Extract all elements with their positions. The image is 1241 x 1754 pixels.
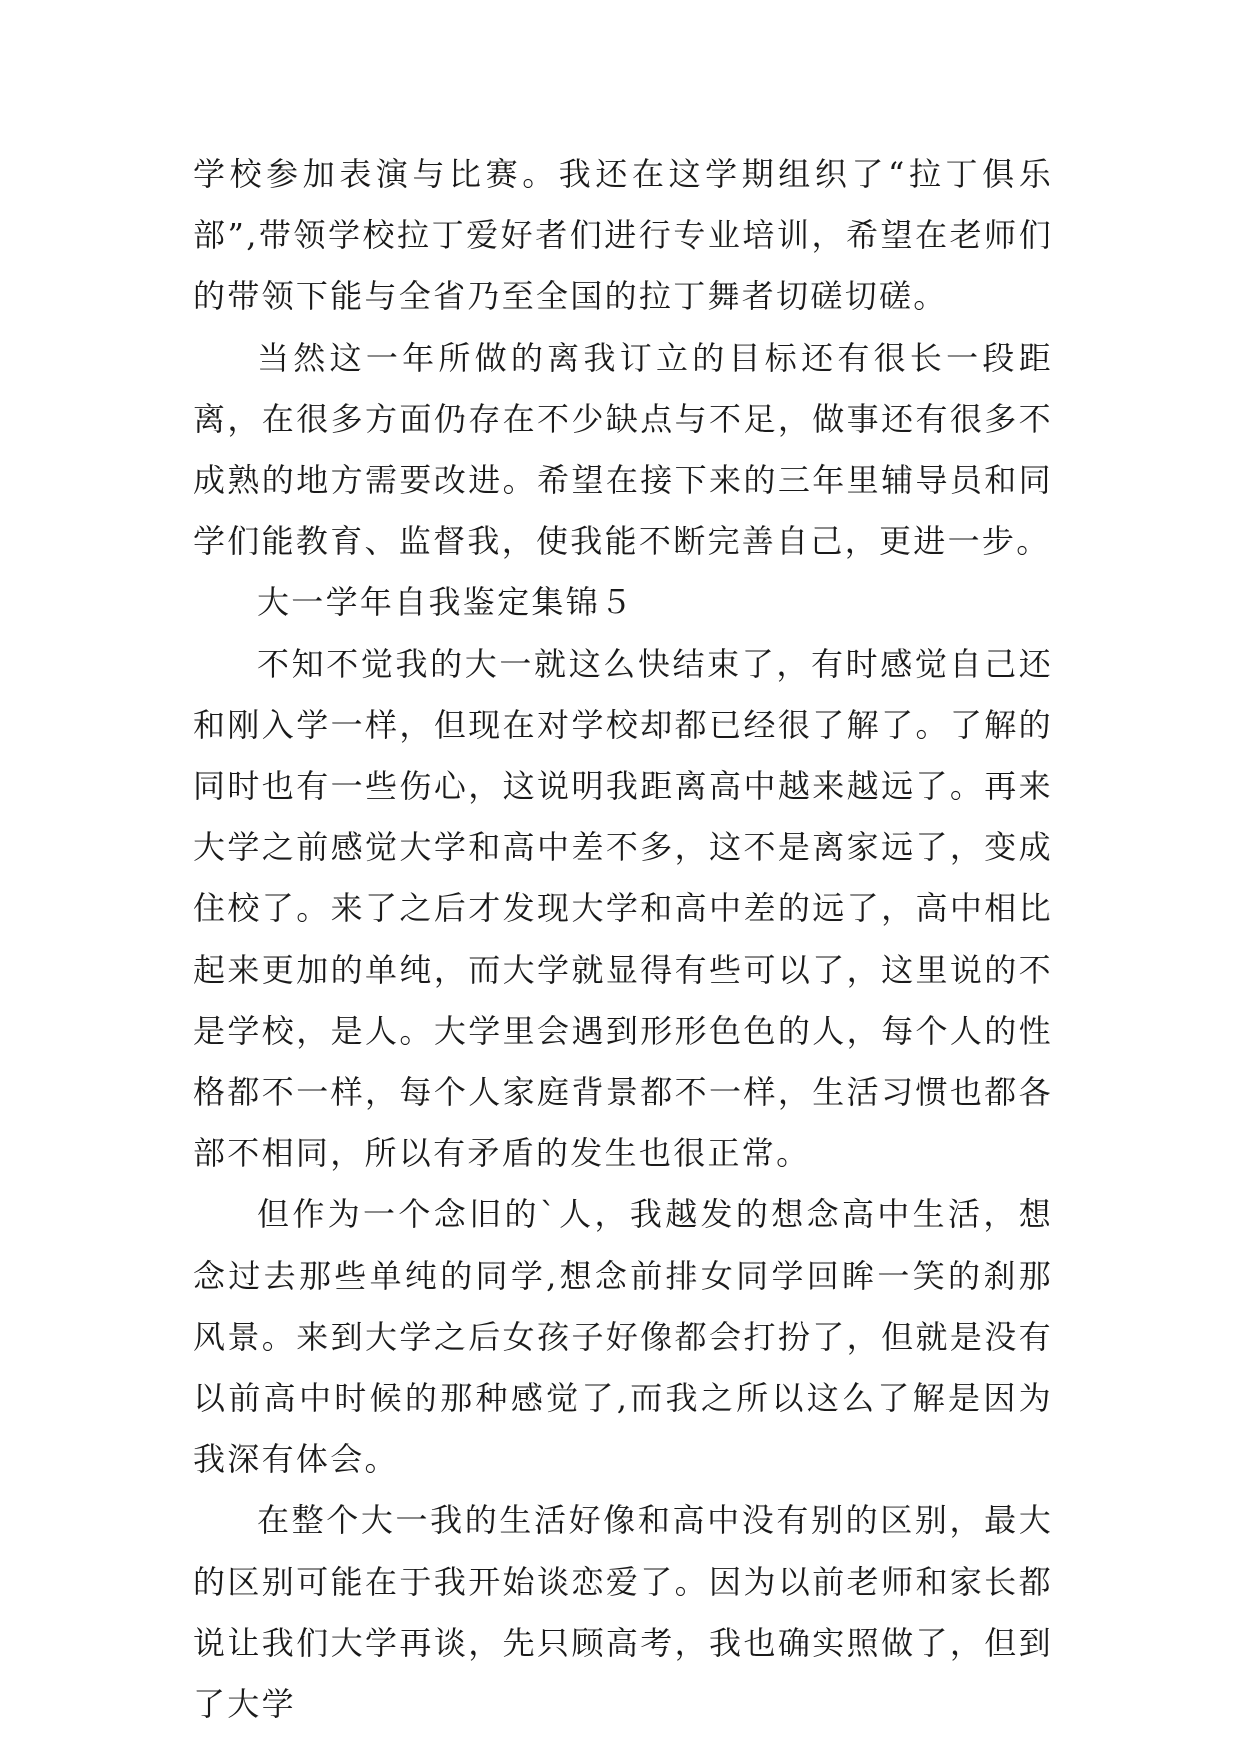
paragraph-1: 学校参加表演与比赛。我还在这学期组织了“拉丁俱乐部”,带领学校拉丁爱好者们进行专业培训，希望在老师们的带领下能与全省乃至全国的拉丁舞者切磋切磋。 — [193, 155, 1053, 316]
document-body — [193, 144, 1053, 1735]
paragraph-5: 在整个大一我的生活好像和高中没有别的区别，最大的区别可能在于我开始谈恋爱了。因为以前老师和家长都说让我们大学再谈，先只顾高考，我也确实照做了，但到了大学 — [193, 1501, 1053, 1724]
paragraph-3: 不知不觉我的大一就这么快结束了，有时感觉自己还和刚入学一样，但现在对学校却都已经很了解了。了解的同时也有一些伤心，这说明我距离高中越来越远了。再来大学之前感觉大学和高中差不多，这不是离家远了，变成住校了。来了之后才发现大学和高中差的远了，高中相比起来更加的单纯，而大学就显得有些可以了，这里说的不是学校，是人。大学里会遇到形形色色的人，每个人的性格都不一样，每个人家庭背景都不一样，生活习惯也都各部不相同，所以有矛盾的发生也很正常。 — [193, 644, 1053, 1173]
section-heading: 大一学年自我鉴定集锦５ — [257, 583, 635, 622]
paragraph-2: 当然这一年所做的离我订立的目标还有很长一段距离，在很多方面仍存在不少缺点与不足，做事还有很多不成熟的地方需要改进。希望在接下来的三年里辅导员和同学们能教育、监督我，使我能不断完善自己，更进一步。 — [193, 338, 1053, 561]
paragraph-4: 但作为一个念旧的`人，我越发的想念高中生活，想念过去那些单纯的同学,想念前排女同学回眸一笑的刹那风景。来到大学之后女孩子好像都会打扮了，但就是没有以前高中时候的那种感觉了,而我之所以这么了解是因为我深有体会。 — [193, 1195, 1053, 1479]
